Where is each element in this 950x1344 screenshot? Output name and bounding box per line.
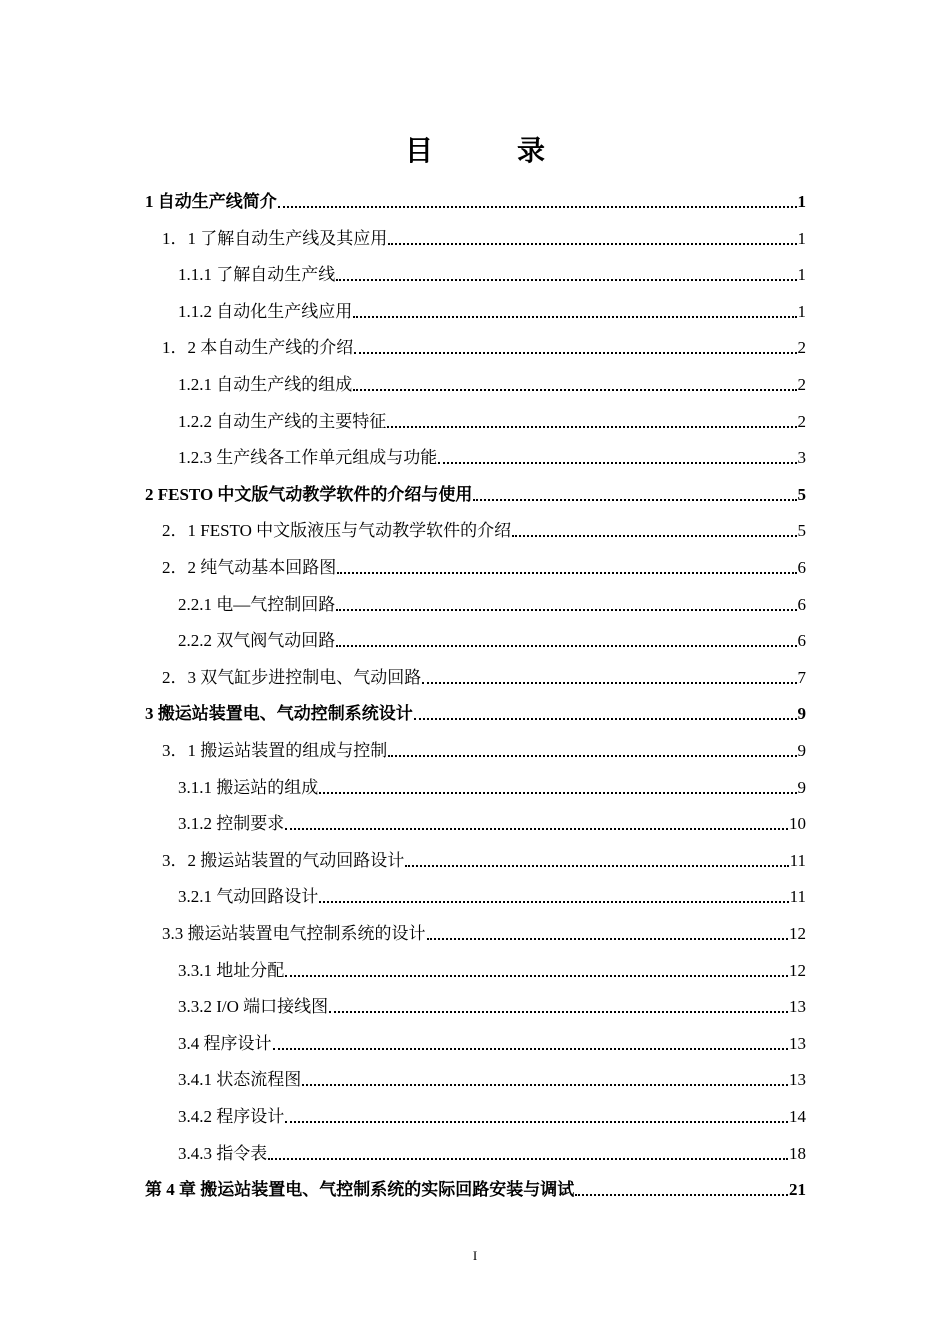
toc-entry[interactable] (0, 1138, 950, 1166)
toc-entry[interactable] (0, 991, 950, 1019)
toc-entry[interactable] (0, 442, 950, 470)
toc-entry-page: 5 (797, 521, 806, 541)
toc-entry-page: 10 (789, 814, 806, 834)
toc-entry-page: 18 (789, 1143, 806, 1163)
toc-dot-leader (387, 426, 796, 428)
toc-entry-page: 6 (797, 558, 806, 577)
toc-entry-page: 7 (797, 667, 806, 687)
page-number-footer: I (472, 1248, 478, 1263)
toc-dot-leader (329, 1011, 788, 1013)
toc-dot-leader (302, 1084, 788, 1086)
toc-dot-leader (405, 865, 788, 867)
toc-entry-page: 13 (789, 997, 806, 1017)
toc-entry-page: 12 (789, 960, 806, 980)
toc-entry-label: 1.2.3 生产线各工作单元组成与功能 (178, 448, 438, 468)
toc-entry-page: 21 (789, 1180, 806, 1200)
toc-entry[interactable] (0, 772, 950, 800)
toc-entry[interactable] (0, 1174, 950, 1202)
toc-entry-page: 6 (797, 631, 806, 651)
toc-entry-label: 1.1.2 自动化生产线应用 (178, 301, 353, 321)
toc-dot-leader (388, 243, 796, 245)
toc-entry-page: 6 (797, 594, 806, 614)
toc-entry[interactable] (0, 515, 950, 543)
toc-entry[interactable] (0, 223, 950, 251)
toc-dot-leader (427, 938, 789, 940)
toc-entry-label: 3.1.1 搬运站的组成 (178, 777, 319, 797)
toc-entry-label: 2.2.2 双气阀气动回路 (178, 631, 336, 651)
toc-dot-leader (336, 609, 796, 611)
toc-dot-leader (285, 975, 788, 977)
toc-dot-leader (273, 1048, 789, 1050)
toc-entry-page: 11 (789, 850, 806, 870)
toc-dot-leader (354, 352, 796, 354)
toc-entry-page: 11 (789, 887, 806, 907)
toc-dot-leader (422, 682, 796, 684)
toc-entry[interactable] (0, 186, 950, 214)
toc-entry-label: 1．2 本自动生产线的介绍 (162, 338, 354, 358)
toc-entry[interactable] (0, 259, 950, 287)
toc-entry-label: 2.2.1 电—气控制回路 (178, 594, 336, 614)
toc-dot-leader (285, 828, 788, 830)
toc-entry[interactable] (0, 1064, 950, 1092)
toc-entry-label: 第 4 章 搬运站装置电、气控制系统的实际回路安装与调试 (145, 1180, 575, 1200)
toc-entry-label: 1.2.1 自动生产线的组成 (178, 375, 353, 394)
toc-entry-label: 1.1.1 了解自动生产线 (178, 265, 336, 285)
toc-entry-label: 3.3.1 地址分配 (178, 960, 285, 980)
toc-entry-page: 9 (797, 777, 806, 797)
toc-entry-page: 2 (797, 411, 806, 431)
toc-entry-label: 2．1 FESTO 中文版液压与气动教学软件的介绍 (162, 521, 512, 541)
toc-entry[interactable] (0, 845, 950, 873)
page-title: 目 录 (404, 136, 573, 167)
toc-entry-page: 9 (797, 741, 806, 760)
toc-dot-leader (512, 535, 796, 537)
toc-dot-leader (473, 499, 796, 501)
toc-entry-page: 2 (797, 375, 806, 394)
toc-dot-leader (438, 462, 796, 464)
toc-entry-label: 3．2 搬运站装置的气动回路设计 (162, 850, 405, 870)
toc-dot-leader (414, 718, 797, 720)
toc-entry[interactable] (0, 735, 950, 763)
toc-entry[interactable] (0, 1028, 950, 1056)
toc-dot-leader (268, 1158, 788, 1160)
toc-entry-label: 3.2.1 气动回路设计 (178, 887, 319, 907)
toc-entry-page: 13 (789, 1033, 806, 1053)
toc-entry-page: 14 (789, 1107, 806, 1126)
toc-entry[interactable] (0, 332, 950, 360)
toc-dot-leader (319, 901, 788, 903)
toc-entry-label: 1 自动生产线简介 (145, 192, 277, 211)
toc-entry-label: 3.1.2 控制要求 (178, 814, 285, 834)
toc-entry-page: 1 (797, 301, 806, 321)
toc-entry-label: 3.3.2 I/O 端口接线图 (178, 997, 329, 1017)
toc-entry-page: 9 (797, 704, 806, 724)
toc-entry-page: 1 (797, 265, 806, 285)
toc-dot-leader (353, 389, 796, 391)
toc-dot-leader (336, 279, 796, 281)
toc-entry-label: 3 搬运站装置电、气动控制系统设计 (145, 704, 413, 724)
toc-dot-leader (575, 1194, 788, 1196)
toc-entry-label: 2．2 纯气动基本回路图 (162, 558, 337, 577)
toc-dot-leader (278, 206, 797, 208)
toc-entry[interactable] (0, 589, 950, 617)
toc-entry-label: 3．1 搬运站装置的组成与控制 (162, 741, 388, 760)
toc-dot-leader (337, 572, 796, 574)
toc-dot-leader (319, 792, 796, 794)
toc-entry-label: 2 FESTO 中文版气动教学软件的介绍与使用 (145, 484, 473, 504)
toc-entry[interactable] (0, 406, 950, 434)
toc-entry-page: 3 (797, 448, 806, 468)
toc-entry-page: 5 (797, 484, 806, 504)
toc-entry[interactable] (0, 552, 950, 580)
toc-entry-label: 1.2.2 自动生产线的主要特征 (178, 411, 387, 431)
toc-dot-leader (388, 755, 796, 757)
toc-entry-page: 1 (797, 228, 806, 248)
toc-entry[interactable] (0, 479, 950, 507)
toc-entry-page: 1 (797, 192, 806, 211)
toc-entry-label: 3.4.1 状态流程图 (178, 1070, 302, 1090)
toc-entry-page: 2 (797, 338, 806, 358)
toc-dot-leader (353, 316, 796, 318)
toc-entry[interactable] (0, 918, 950, 946)
toc-entry-label: 3.4 程序设计 (178, 1033, 272, 1053)
toc-entry-label: 3.3 搬运站装置电气控制系统的设计 (162, 924, 426, 943)
toc-entry-label: 3.4.2 程序设计 (178, 1107, 285, 1126)
toc-entry[interactable] (0, 296, 950, 324)
toc-entry-label: 1．1 了解自动生产线及其应用 (162, 228, 388, 248)
toc-dot-leader (336, 645, 796, 647)
toc-entry[interactable] (0, 625, 950, 653)
toc-entry-page: 13 (789, 1070, 806, 1090)
toc-entry[interactable] (0, 955, 950, 983)
toc-entry[interactable] (0, 808, 950, 836)
toc-entry[interactable] (0, 662, 950, 690)
toc-entry-label: 2．3 双气缸步进控制电、气动回路 (162, 667, 422, 687)
toc-dot-leader (285, 1121, 788, 1123)
toc-entry[interactable] (0, 369, 950, 397)
toc-entry[interactable] (0, 698, 950, 726)
toc-entry-page: 12 (789, 924, 806, 943)
toc-entry[interactable] (0, 881, 950, 909)
toc-entry-label: 3.4.3 指令表 (178, 1143, 268, 1163)
toc-entry[interactable] (0, 1101, 950, 1129)
